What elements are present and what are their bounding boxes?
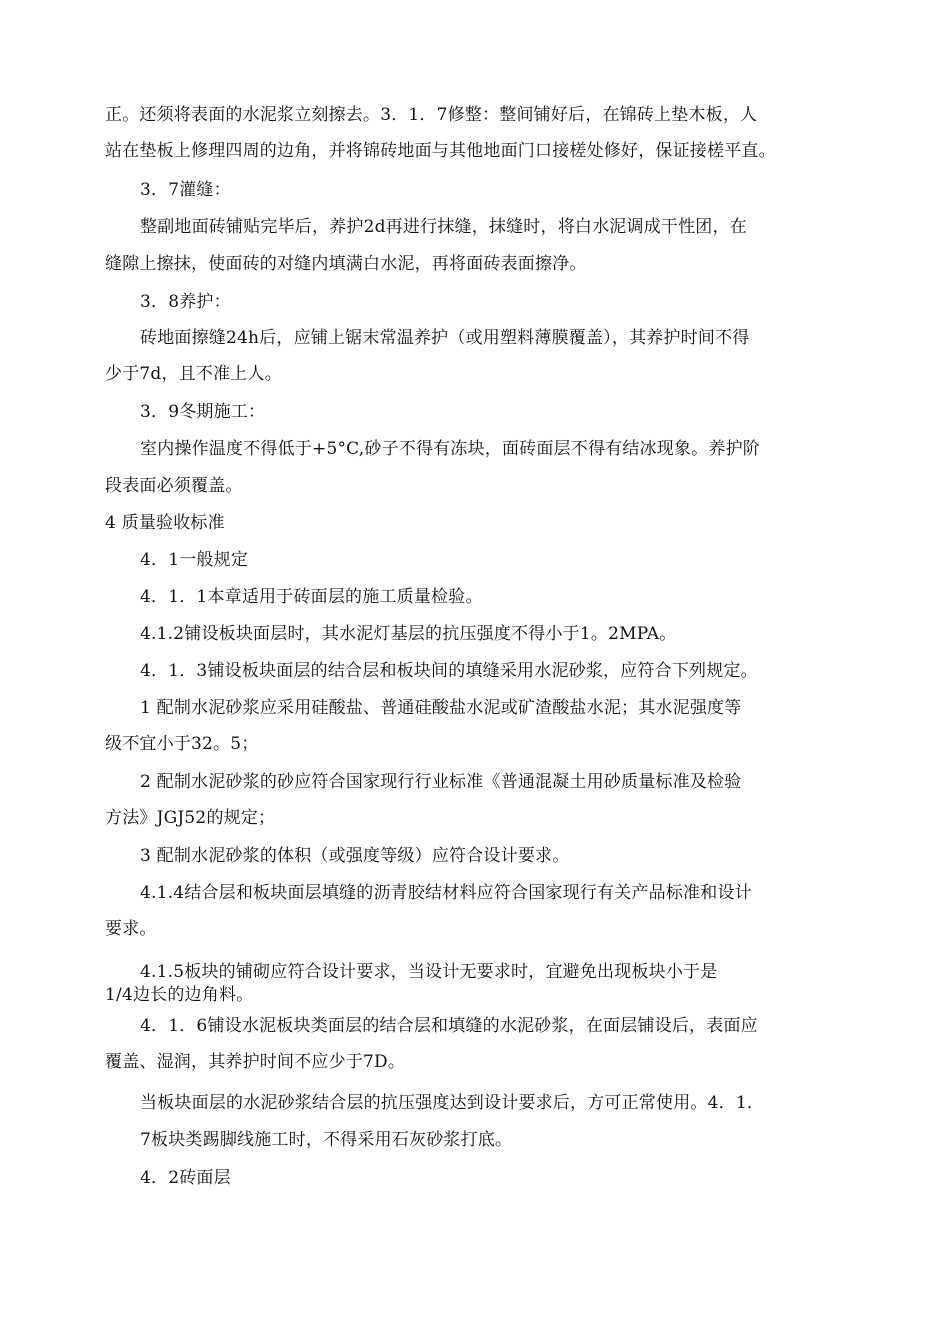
text-line: 砖地面擦缝24h后，应铺上锯末常温养护（或用塑料薄膜覆盖），其养护时间不得 — [140, 328, 750, 348]
text-line: 3．7灌缝： — [140, 180, 231, 200]
text-line: 缝隙上擦抹，使面砖的对缝内填满白水泥，再将面砖表面擦净。 — [105, 254, 587, 274]
text-line: 段表面必须覆盖。 — [105, 476, 243, 496]
text-line: 1 配制水泥砂浆应采用硅酸盐、普通硅酸盐水泥或矿渣酸盐水泥；其水泥强度等 — [140, 698, 742, 718]
text-line: 7板块类踢脚线施工时，不得采用石灰砂浆打底。 — [140, 1130, 513, 1150]
text-line: 4．1．1本章适用于砖面层的施工质量检验。 — [140, 587, 483, 607]
section-heading: 4 质量验收标准 — [105, 513, 225, 533]
text-line: 4.1.2铺设板块面层时，其水泥灯基层的抗压强度不得小于1。2MPA。 — [140, 624, 677, 644]
text-line: 覆盖、湿润，其养护时间不应少于7D。 — [105, 1052, 406, 1072]
text-line: 室内操作温度不得低于+5°C,砂子不得有冻块，面砖面层不得有结冰现象。养护阶 — [140, 439, 760, 459]
text-line: 少于7d，且不准上人。 — [105, 364, 282, 384]
text-line: 1/4边长的边角料。 — [105, 985, 254, 1005]
text-line: 站在垫板上修理四周的边角，并将锦砖地面与其他地面门口接槎处修好，保证接槎平直。 — [105, 141, 776, 161]
text-line: 要求。 — [105, 919, 157, 939]
text-line: 3．8养护： — [140, 292, 231, 312]
text-line: 当板块面层的水泥砂浆结合层的抗压强度达到设计要求后，方可正常使用。4．1． — [140, 1093, 765, 1113]
text-line: 3．9冬期施工： — [140, 402, 266, 422]
text-line: 4．1一般规定 — [140, 550, 249, 570]
text-line: 整副地面砖铺贴完毕后，养护2d再进行抹缝，抹缝时，将白水泥调成干性团，在 — [140, 217, 747, 237]
text-line: 4.1.5板块的铺砌应符合设计要求，当设计无要求时，宜避免出现板块小于是 — [140, 962, 718, 982]
text-line: 2 配制水泥砂浆的砂应符合国家现行行业标准《普通混凝土用砂质量标准及检验 — [140, 772, 742, 792]
text-line: 4．2砖面层 — [140, 1168, 231, 1188]
text-line: 4．1．6铺设水泥板块类面层的结合层和填缝的水泥砂浆，在面层铺设后，表面应 — [140, 1016, 758, 1036]
text-line: 级不宜小于32。5； — [105, 734, 259, 754]
text-line: 方法》JGJ52的规定； — [105, 808, 276, 828]
text-line: 3 配制水泥砂浆的体积（或强度等级）应符合设计要求。 — [140, 846, 570, 866]
text-line: 4．1．3铺设板块面层的结合层和板块间的填缝采用水泥砂浆，应符合下列规定。 — [140, 661, 758, 681]
text-line: 4.1.4结合层和板块面层填缝的沥青胶结材料应符合国家现行有关产品标准和设计 — [140, 883, 752, 903]
text-line: 正。还须将表面的水泥浆立刻擦去。3．1．7修整：整间铺好后，在锦砖上垫木板，人 — [105, 105, 758, 125]
